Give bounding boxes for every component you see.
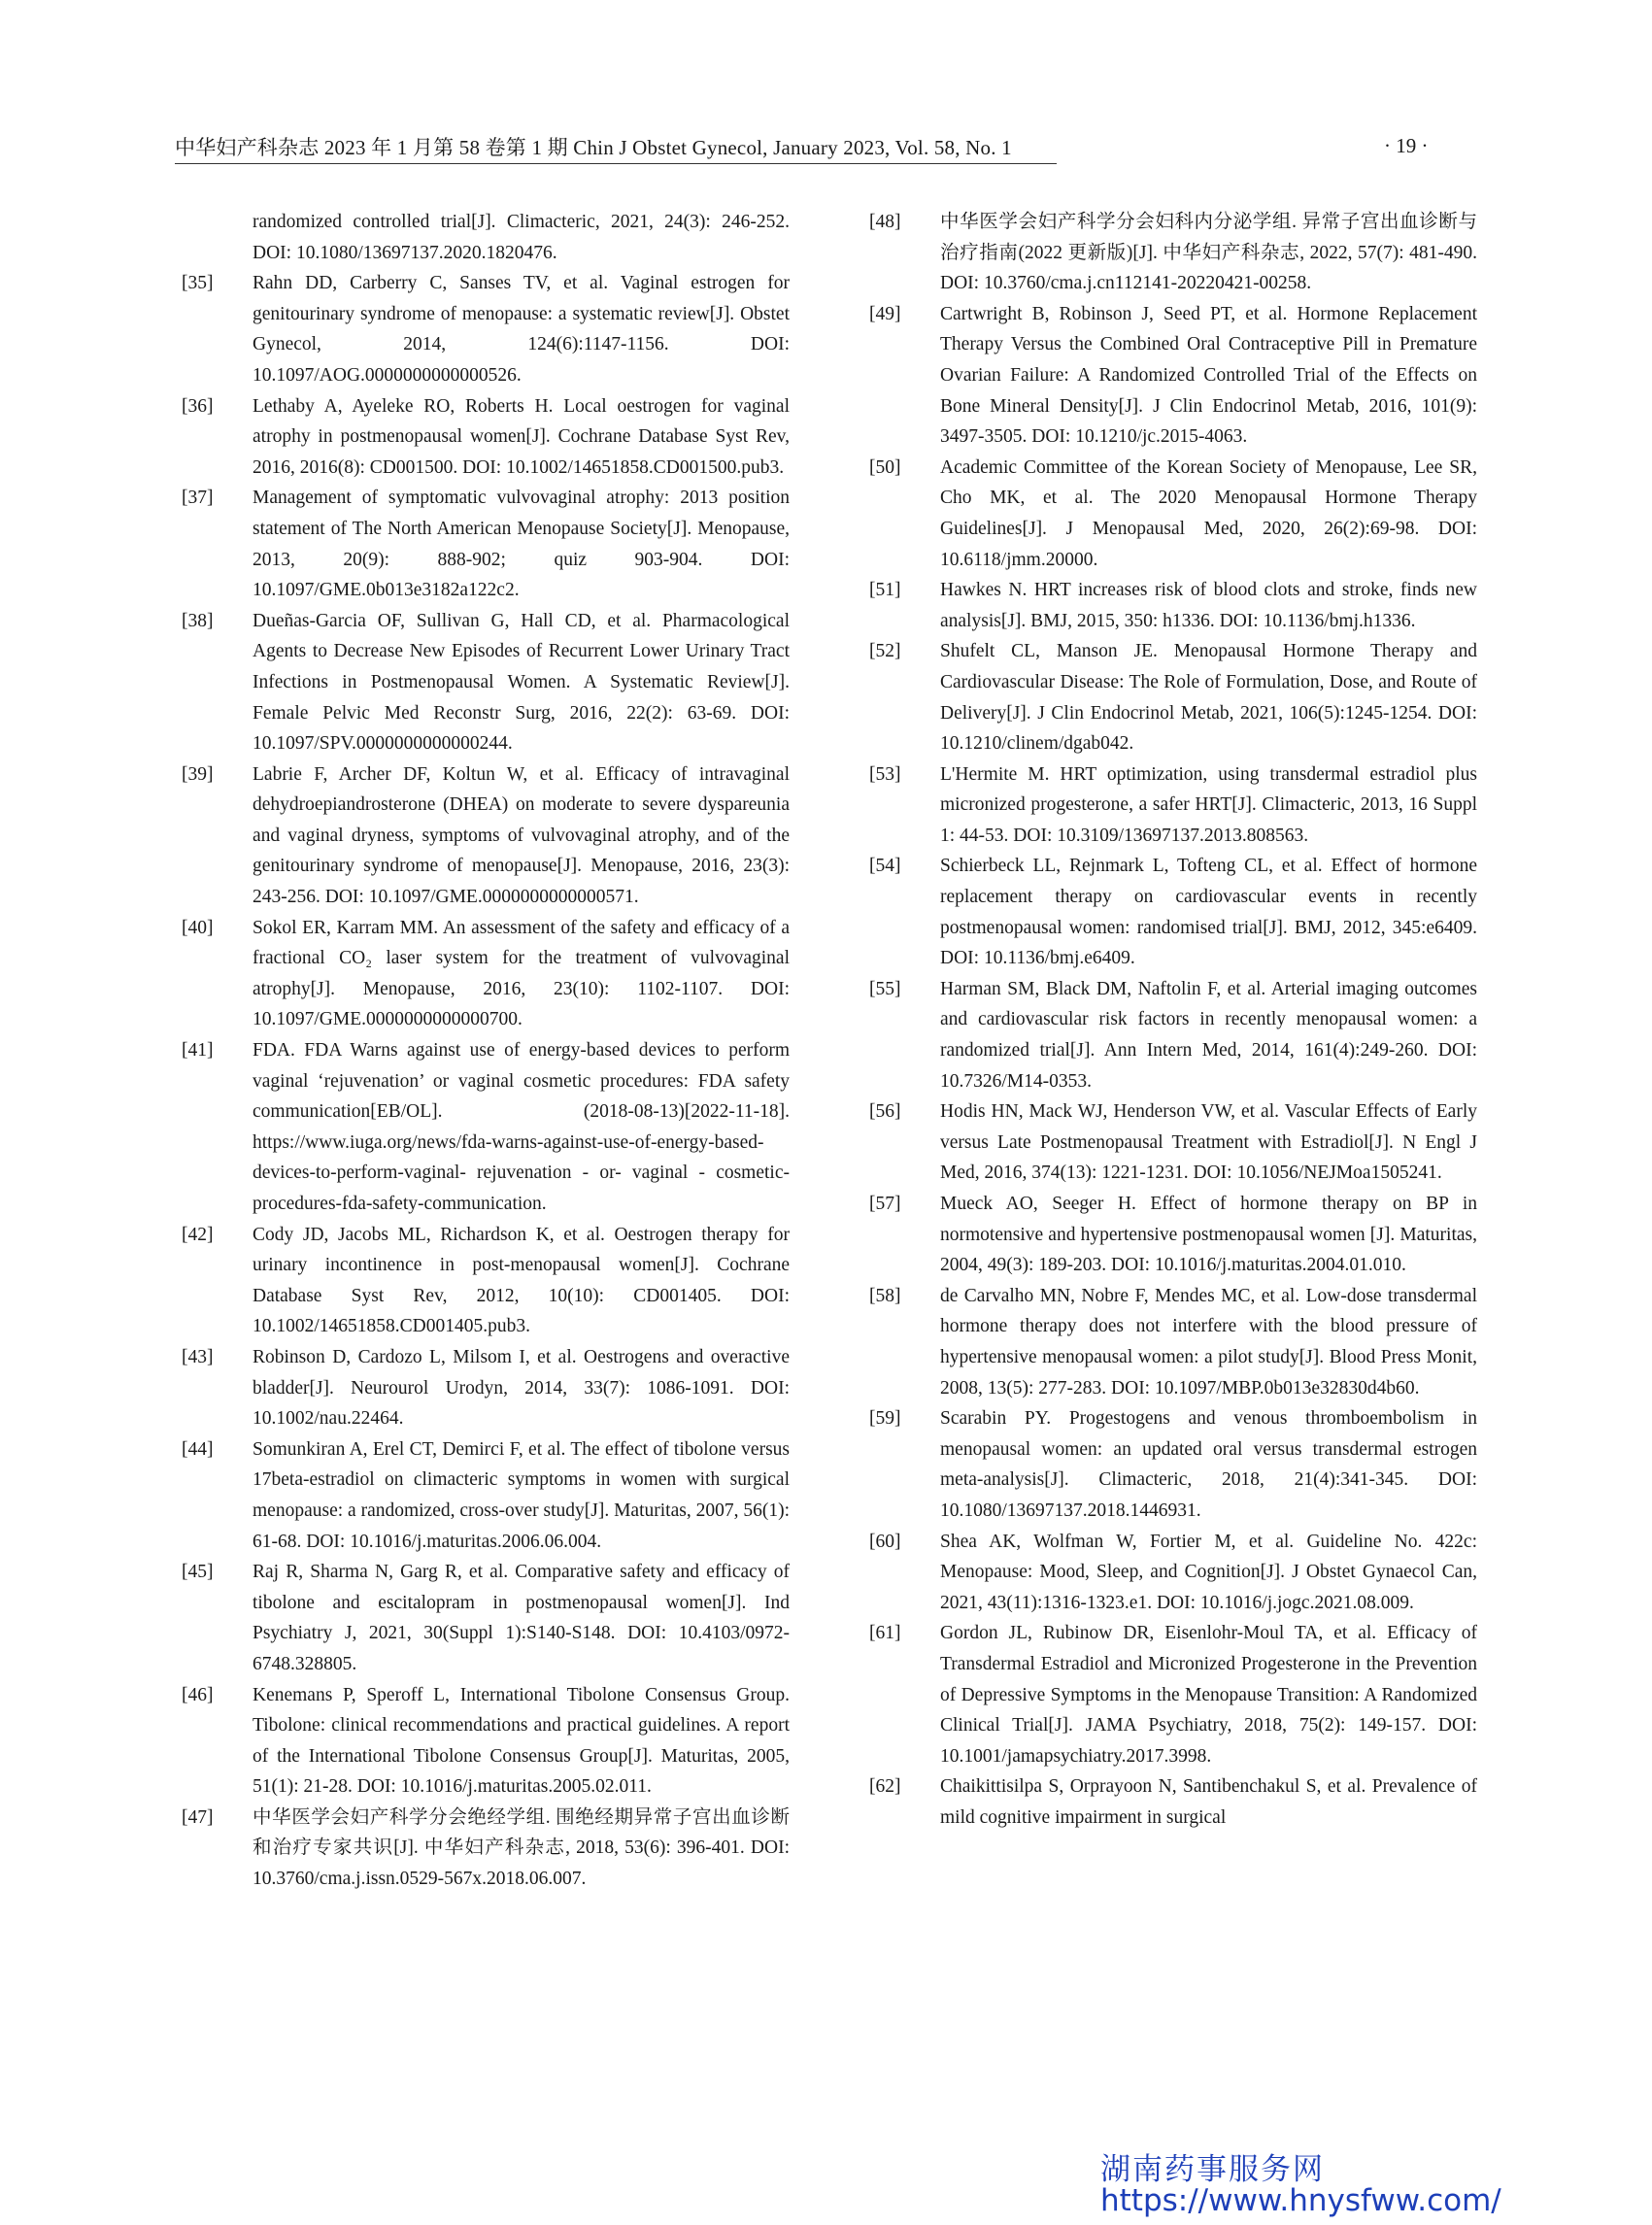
reference-entry bbox=[869, 636, 1477, 759]
left-column bbox=[182, 207, 790, 1895]
reference-text: Chaikittisilpa S, Orprayoon N, Santibenchakul S, et al. Prevalence of mild cognitive impairment in surgical bbox=[940, 1776, 1477, 1828]
reference-text: Shea AK, Wolfman W, Fortier M, et al. Guideline No. 422c: Menopause: Mood, Sleep, and Cognition[J]. J Obstet Gynaecol Can, 2021, 43(11):1316-1323.e1. DOI: 10.1016/j.jogc.2021.08.009. bbox=[940, 1531, 1477, 1613]
reference-entry bbox=[869, 1189, 1477, 1281]
reference-entry bbox=[869, 1403, 1477, 1526]
reference-entry bbox=[182, 1557, 790, 1679]
reference-text: Management of symptomatic vulvovaginal atrophy: 2013 position statement of The North American Menopause Society[J]. Menopause, 2013, 20(9): 888-902; quiz 903-904. DOI: 10.1097/GME.0b013e3182a122c2. bbox=[253, 488, 790, 601]
reference-number: [40] bbox=[182, 917, 214, 938]
reference-text: Rahn DD, Carberry C, Sanses TV, et al. Vaginal estrogen for genitourinary syndrome of menopause: a systematic review[J]. Obstet Gynecol, 2014, 124(6):1147-1156. DOI: 10.1097/AOG.0000000000000526. bbox=[253, 273, 790, 386]
reference-number: [61] bbox=[869, 1623, 901, 1644]
reference-entry bbox=[869, 207, 1477, 299]
reference-text: Kenemans P, Speroff L, International Tibolone Consensus Group. Tibolone: clinical recommendations and practical guidelines. A report of the International Tibolone Consensus Group[J]. Maturitas, 2005, 51(1): 21-28. DOI: 10.1016/j.maturitas.2005.02.011. bbox=[253, 1684, 790, 1798]
reference-text: Sokol ER, Karram MM. An assessment of the safety and efficacy of a fractional CO₂ laser system for the treatment of vulvovaginal atrophy[J]. Menopause, 2016, 23(10): 1102-1107. DOI: 10.1097/GME.0000000000000700. bbox=[253, 917, 790, 1030]
reference-entry bbox=[869, 1771, 1477, 1833]
reference-number: [50] bbox=[869, 456, 901, 478]
reference-text: Academic Committee of the Korean Society of Menopause, Lee SR, Cho MK, et al. The 2020 Menopausal Hormone Therapy Guidelines[J]. J Menopausal Med, 2020, 26(2):69-98. DOI: 10.6118/jmm.20000. bbox=[940, 456, 1477, 570]
reference-text: Hodis HN, Mack WJ, Henderson VW, et al. Vascular Effects of Early versus Late Postmenopausal Treatment with Estradiol[J]. N Engl J Med, 2016, 374(13): 1221-1231. DOI: 10.1056/NEJMoa1505241. bbox=[940, 1101, 1477, 1184]
right-column bbox=[869, 207, 1477, 1833]
reference-text: de Carvalho MN, Nobre F, Mendes MC, et al. Low-dose transdermal hormone therapy does not interfere with the blood pressure of hypertensive menopausal women: a pilot study[J]. Blood Press Monit, 2008, 13(5): 277-283. DOI: 10.1097/MBP.0b013e32830d4b60. bbox=[940, 1285, 1477, 1399]
reference-text: Cody JD, Jacobs ML, Richardson K, et al. Oestrogen therapy for urinary incontinence in post-menopausal women[J]. Cochrane Database Syst Rev, 2012, 10(10): CD001405. DOI: 10.1002/14651858.CD001405.pub3. bbox=[253, 1224, 790, 1337]
reference-number: [56] bbox=[869, 1101, 901, 1123]
reference-text: FDA. FDA Warns against use of energy-based devices to perform vaginal ‘rejuvenation’ or vaginal cosmetic procedures: FDA safety communication[EB/OL]. (2018-08-13)[2022-11-18]. https://www.iuga.org/news/fda-warns-against-use-of-energy-based-devices-to-perform-vaginal- rejuvenation - or- vaginal - cosmetic- procedures-fda-safety-communication. bbox=[253, 1040, 790, 1214]
page-number: · 19 · bbox=[1384, 134, 1429, 157]
reference-number: [60] bbox=[869, 1531, 901, 1552]
reference-entry bbox=[869, 759, 1477, 852]
reference-entry bbox=[869, 851, 1477, 973]
reference-entry bbox=[182, 913, 790, 1035]
reference-entry bbox=[869, 453, 1477, 575]
journal-citation: 中华妇产科杂志 2023 年 1 月第 58 卷第 1 期 Chin J Obstet Gynecol, January 2023, Vol. 58, No. 1 bbox=[175, 136, 1012, 159]
reference-entry bbox=[182, 391, 790, 484]
reference-number: [62] bbox=[869, 1776, 901, 1798]
reference-number: [48] bbox=[869, 212, 901, 232]
reference-entry bbox=[869, 1618, 1477, 1771]
reference-text: 中华医学会妇产科学分会绝经学组. 围绝经期异常子宫出血诊断和治疗专家共识[J]. 中华妇产科杂志, 2018, 53(6): 396-401. DOI: 10.3760/cma.j.issn.0529-567x.2018.06.007. bbox=[253, 1806, 790, 1890]
reference-text: Robinson D, Cardozo L, Milsom I, et al. Oestrogens and overactive bladder[J]. Neurourol Urodyn, 2014, 33(7): 1086-1091. DOI: 10.1002/nau.22464. bbox=[253, 1346, 790, 1430]
left-reference-list bbox=[182, 268, 790, 1894]
reference-entry bbox=[869, 1096, 1477, 1189]
watermark-site-name: 湖南药事服务网 bbox=[1100, 2152, 1325, 2187]
reference-text: Lethaby A, Ayeleke RO, Roberts H. Local oestrogen for vaginal atrophy in postmenopausal women[J]. Cochrane Database Syst Rev, 2016, 2016(8): CD001500. DOI: 10.1002/14651858.CD001500.pub3. bbox=[253, 395, 790, 478]
reference-entry bbox=[869, 1281, 1477, 1403]
reference-entry bbox=[869, 299, 1477, 453]
reference-number: [37] bbox=[182, 488, 214, 509]
reference-number: [43] bbox=[182, 1346, 214, 1367]
reference-number: [39] bbox=[182, 763, 214, 785]
reference-number: [52] bbox=[869, 641, 901, 662]
reference-text: Shufelt CL, Manson JE. Menopausal Hormone Therapy and Cardiovascular Disease: The Role of Formulation, Dose, and Route of Delivery[J]. J Clin Endocrinol Metab, 2021, 106(5):1245-1254. DOI: 10.1210/clinem/dgab042. bbox=[940, 641, 1477, 755]
reference-entry bbox=[182, 759, 790, 913]
reference-entry bbox=[182, 1434, 790, 1557]
reference-entry bbox=[182, 1342, 790, 1434]
reference-text: Labrie F, Archer DF, Koltun W, et al. Efficacy of intravaginal dehydroepiandrosterone (DHEA) on moderate to severe dyspareunia and vaginal dryness, symptoms of vulvovaginal atrophy, and of the genitourinary syndrome of menopause[J]. Menopause, 2016, 23(3): 243-256. DOI: 10.1097/GME.0000000000000571. bbox=[253, 763, 790, 908]
reference-entry bbox=[182, 606, 790, 759]
reference-continuation: randomized controlled trial[J]. Climacteric, 2021, 24(3): 246-252. DOI: 10.1080/13697137.2020.1820476. bbox=[253, 212, 790, 263]
watermark-url[interactable]: https://www.hnysfww.com/ bbox=[1100, 2183, 1501, 2218]
reference-number: [54] bbox=[869, 856, 901, 877]
reference-text: Gordon JL, Rubinow DR, Eisenlohr-Moul TA, et al. Efficacy of Transdermal Estradiol and Micronized Progesterone in the Prevention of Depressive Symptoms in the Menopause Transition: A Randomized Clinical Trial[J]. JAMA Psychiatry, 2018, 75(2): 149-157. DOI: 10.1001/jamapsychiatry.2017.3998. bbox=[940, 1623, 1477, 1767]
reference-number: [49] bbox=[869, 303, 901, 324]
reference-number: [38] bbox=[182, 610, 214, 631]
reference-entry bbox=[182, 268, 790, 390]
reference-number: [46] bbox=[182, 1684, 214, 1705]
reference-number: [42] bbox=[182, 1224, 214, 1245]
reference-entry bbox=[182, 1803, 790, 1895]
reference-entry bbox=[182, 483, 790, 605]
reference-entry bbox=[869, 575, 1477, 636]
right-reference-list bbox=[869, 207, 1477, 1833]
reference-text: Cartwright B, Robinson J, Seed PT, et al. Hormone Replacement Therapy Versus the Combined Oral Contraceptive Pill in Premature Ovarian Failure: A Randomized Controlled Trial of the Effects on Bone Mineral Density[J]. J Clin Endocrinol Metab, 2016, 101(9): 3497-3505. DOI: 10.1210/jc.2015-4063. bbox=[940, 303, 1477, 448]
reference-number: [57] bbox=[869, 1194, 901, 1214]
reference-number: [58] bbox=[869, 1285, 901, 1306]
reference-text: 中华医学会妇产科学分会妇科内分泌学组. 异常子宫出血诊断与治疗指南(2022 更新版)[J]. 中华妇产科杂志, 2022, 57(7): 481-490. DOI: 10.3760/cma.j.cn112141-20220421-00258. bbox=[940, 212, 1477, 294]
reference-entry bbox=[869, 974, 1477, 1096]
reference-text: Scarabin PY. Progestogens and venous thromboembolism in menopausal women: an updated oral versus transdermal estrogen meta-analysis[J]. Climacteric, 2018, 21(4):341-345. DOI: 10.1080/13697137.2018.1446931. bbox=[940, 1408, 1477, 1521]
reference-number: [59] bbox=[869, 1408, 901, 1430]
running-header bbox=[175, 130, 1057, 164]
reference-text: Raj R, Sharma N, Garg R, et al. Comparative safety and efficacy of tibolone and escitalopram in postmenopausal women[J]. Ind Psychiatry J, 2021, 30(Suppl 1):S140-S148. DOI: 10.4103/0972-6748.328805. bbox=[253, 1562, 790, 1674]
reference-number: [35] bbox=[182, 273, 214, 294]
reference-text: L'Hermite M. HRT optimization, using transdermal estradiol plus micronized progesterone, a safer HRT[J]. Climacteric, 2013, 16 Suppl 1: 44-53. DOI: 10.3109/13697137.2013.808563. bbox=[940, 763, 1477, 846]
reference-number: [41] bbox=[182, 1040, 214, 1062]
reference-number: [45] bbox=[182, 1562, 214, 1583]
reference-entry bbox=[182, 1680, 790, 1803]
reference-text: Dueñas-Garcia OF, Sullivan G, Hall CD, et al. Pharmacological Agents to Decrease New Episodes of Recurrent Lower Urinary Tract Infections in Postmenopausal Women. A Systematic Review[J]. Female Pelvic Med Reconstr Surg, 2016, 22(2): 63-69. DOI: 10.1097/SPV.0000000000000244. bbox=[253, 610, 790, 755]
reference-number: [47] bbox=[182, 1806, 214, 1828]
reference-entry bbox=[869, 1527, 1477, 1619]
reference-number: [44] bbox=[182, 1438, 214, 1460]
reference-entry bbox=[182, 1220, 790, 1342]
reference-text: Somunkiran A, Erel CT, Demirci F, et al. The effect of tibolone versus 17beta-estradiol on climacteric symptoms in women with surgical menopause: a randomized, cross-over study[J]. Maturitas, 2007, 56(1): 61-68. DOI: 10.1016/j.maturitas.2006.06.004. bbox=[253, 1438, 790, 1552]
reference-number: [51] bbox=[869, 580, 901, 601]
reference-text: Hawkes N. HRT increases risk of blood clots and stroke, finds new analysis[J]. BMJ, 2015, 350: h1336. DOI: 10.1136/bmj.h1336. bbox=[940, 580, 1477, 631]
reference-number: [36] bbox=[182, 395, 214, 417]
reference-number: [55] bbox=[869, 978, 901, 999]
reference-text: Mueck AO, Seeger H. Effect of hormone therapy on BP in normotensive and hypertensive postmenopausal women [J]. Maturitas, 2004, 49(3): 189-203. DOI: 10.1016/j.maturitas.2004.01.010. bbox=[940, 1194, 1477, 1276]
reference-number: [53] bbox=[869, 763, 901, 785]
reference-entry bbox=[182, 1035, 790, 1220]
reference-text: Schierbeck LL, Rejnmark L, Tofteng CL, et al. Effect of hormone replacement therapy on cardiovascular events in recently postmenopausal women: randomised trial[J]. BMJ, 2012, 345:e6409. DOI: 10.1136/bmj.e6409. bbox=[940, 856, 1477, 969]
reference-text: Harman SM, Black DM, Naftolin F, et al. Arterial imaging outcomes and cardiovascular risk factors in recently menopausal women: a randomized trial[J]. Ann Intern Med, 2014, 161(4):249-260. DOI: 10.7326/M14-0353. bbox=[940, 978, 1477, 1092]
